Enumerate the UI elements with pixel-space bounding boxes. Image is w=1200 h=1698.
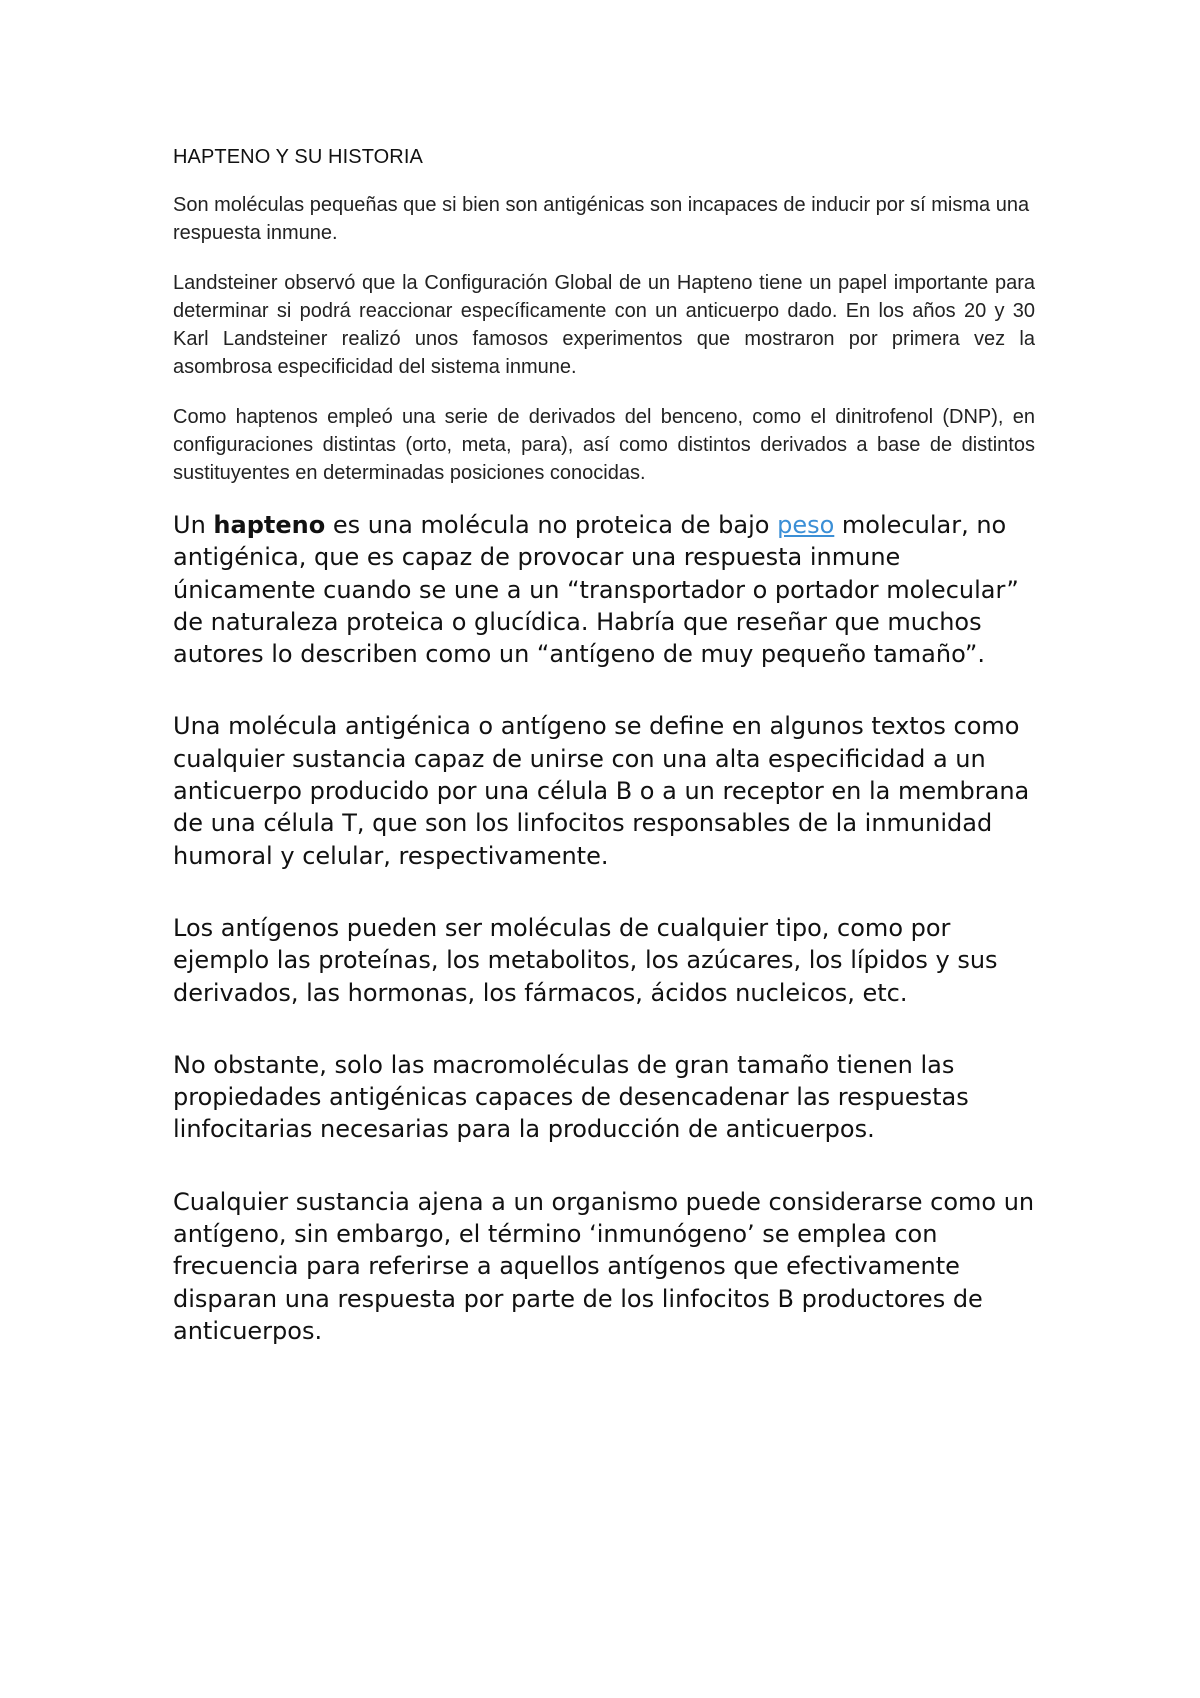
document-title: HAPTENO Y SU HISTORIA xyxy=(173,146,423,168)
paragraph-landsteiner: Landsteiner observó que la Configuración Global de un Hapteno tiene un papel importante para determinar si podrá reaccionar específicamente con un anticuerpo dado. En los años 20 y 30 Karl Landsteiner realizó unos famosos experimentos que mostraron por primera vez la asombrosa especificidad del sistema inmune. xyxy=(173,272,1035,378)
paragraph-tipos-antigenos: Los antígenos pueden ser moléculas de cualquier tipo, como por ejemplo las proteínas, los metabolitos, los azúcares, los lípidos y sus derivados, las hormonas, los fármacos, ácidos nucleicos, etc. xyxy=(173,913,998,1007)
paragraph-inmunogeno: Cualquier sustancia ajena a un organismo puede considerarse como un antígeno, sin embargo, el término ‘inmunógeno’ se emplea con frecuencia para referirse a aquellos antígenos que efectivamente disparan una respuesta por parte de los linfocitos B productores de anticuerpos. xyxy=(173,1187,1035,1345)
text-mid: es una molécula no proteica de bajo xyxy=(325,511,778,539)
document-body xyxy=(173,146,1035,1387)
paragraph-antigeno-definition: Una molécula antigénica o antígeno se define en algunos textos como cualquier sustancia capaz de unirse con una alta especificidad a un anticuerpo producido por una célula B o a un receptor en la membrana de una célula T, que son los linfocitos responsables de la inmunidad humoral y celular, respectivamente. xyxy=(173,712,1030,870)
bold-term-hapteno: hapteno xyxy=(213,511,326,539)
peso-link[interactable]: peso xyxy=(777,511,835,539)
paragraph-macromoleculas: No obstante, solo las macromoléculas de gran tamaño tienen las propiedades antigénicas capaces de desencadenar las respuestas linfocitarias necesarias para la producción de anticuerpos. xyxy=(173,1050,969,1144)
paragraph-haptenos-benceno: Como haptenos empleó una serie de derivados del benceno, como el dinitrofenol (DNP), en configuraciones distintas (orto, meta, para), así como distintos derivados a base de distintos sustituyentes en determinadas posiciones conocidas. xyxy=(173,406,1035,484)
paragraph-intro: Son moléculas pequeñas que si bien son antigénicas son incapaces de inducir por sí misma una respuesta inmune. xyxy=(173,194,1030,244)
text-rest: molecular, no antigénica, que es capaz de provocar una respuesta inmune únicamente cuando se une a un “transportador o portador molecular” de naturaleza proteica o glucídica. Habría que reseñar que muchos autores lo describen como un “antígeno de muy pequeño tamaño”. xyxy=(173,511,1019,669)
paragraph-hapteno-definition xyxy=(173,509,1035,670)
text-lead: Un xyxy=(173,511,214,539)
